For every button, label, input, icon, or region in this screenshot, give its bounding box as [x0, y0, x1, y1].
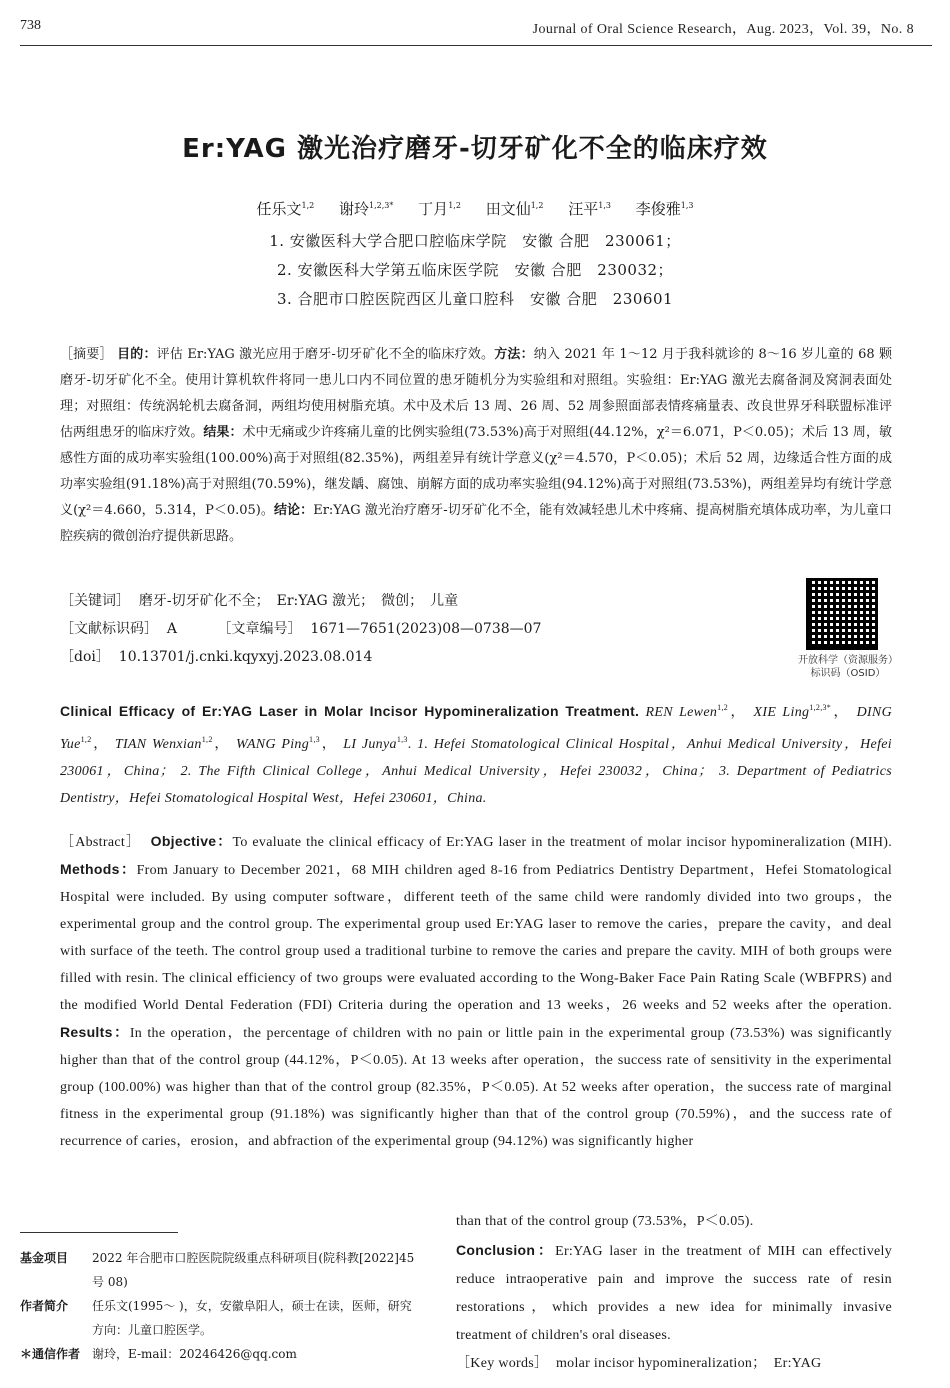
- keywords-en-label: ［Key words］: [456, 1356, 549, 1371]
- abstract-en-objective-label: Objective：: [150, 833, 233, 849]
- abstract-cn-objective: 评估 Er:YAG 激光应用于磨牙-切牙矿化不全的临床疗效。: [156, 347, 495, 362]
- keywords-cn-label: ［关键词］: [60, 593, 130, 609]
- doc-code-value: A: [166, 621, 178, 637]
- author-bio-text: 任乐文(1995～ )，女，安徽阜阳人，硕士在读，医师，研究方向：儿童口腔医学。: [92, 1299, 412, 1337]
- author: 汪平$^{1,3}$: [568, 200, 611, 218]
- abstract-cn-results: 术中无痛或少许疼痛儿童的比例实验组(73.53%)高于对照组(44.12%，χ²＝6.071，P＜0.05)；术后 13 周，敏感性方面的成功率实验组(100.00%)高于对照组(82.35%)，两组差异有统计学意义(χ²＝4.570，P＜0.05)；术后 52 周，边缘适合性方面的成功率实验组(91.18%)高于对照组(70.59%)，继发龋、腐蚀、崩解方面的成功率实验组(94.12%)高于对照组(73.53%)，两组差异均有统计学意义(χ²＝4.660，5.314，P＜0.05)。: [60, 425, 892, 518]
- page-number: 738: [20, 18, 41, 33]
- doi-line: [60, 646, 372, 666]
- doi-value[interactable]: 10.13701/j.cnki.kqyxyj.2023.08.014: [118, 649, 373, 665]
- footnote-author: [20, 1294, 420, 1342]
- footnote-fund: [20, 1246, 420, 1294]
- doi-label: ［doi］: [60, 649, 110, 665]
- english-header: Clinical Efficacy of Er:YAG Laser in Molar Incisor Hypomineralization Treatment. REN Lewen$^{1,2}$， XIE Ling$^{1,2,3*}$， DING Yue$^{1,2}$， TIAN Wenxian$^{1,2}$， WANG Ping$^{1,3}$， LI Junya$^{1,3}$. 1. Hefei Stomatological Clinical Hospital，Anhui Medical University，Hefei 230061，China； 2. The Fifth Clinical College，Anhui Medical University，Hefei 230032，China； 3. Department of Pediatrics Dentistry，Hefei Stomatological Hospital West，Hefei 230601，China.: [60, 703, 892, 806]
- english-author: TIAN Wenxian: [114, 737, 202, 752]
- author: 田文仙$^{1,2}$: [485, 200, 544, 218]
- qr-caption-line-2: 标识码（OSID）: [810, 668, 886, 679]
- english-author: REN Lewen: [645, 705, 718, 720]
- corresponding-email[interactable]: 谢玲，E-mail：20246426@qq.com: [92, 1347, 297, 1361]
- abstract-cn-tag: ［摘要］: [60, 347, 113, 362]
- fund-text: 2022 年合肥市口腔医院院级重点科研项目(院科教[2022]45 号 08): [92, 1251, 415, 1289]
- abstract-en-methods-label: Methods：: [60, 861, 137, 877]
- abstract-cn-results-label: 结果：: [203, 425, 243, 440]
- abstract-en-objective: To evaluate the clinical efficacy of Er:YAG laser in the treatment of molar incisor hypomineralization (MIH).: [232, 835, 892, 850]
- fund-label: 基金项目: [20, 1251, 69, 1265]
- author-list: [0, 198, 950, 219]
- author: 李俊雅$^{1,3}$: [635, 200, 694, 218]
- abstract-cn-conclusion: Er:YAG 激光治疗磨牙-切牙矿化不全，能有效减轻患儿术中疼痛、提高树脂充填体成功率，为儿童口腔疾病的微创治疗提供新思路。: [60, 503, 892, 544]
- english-affiliation: 3. Department of Pediatrics Dentistry，Hefei Stomatological Hospital West，Hefei 230601，China.: [60, 764, 892, 806]
- article-number-value: 1671—7651(2023)08—0738—07: [310, 621, 542, 637]
- abstract-cn-methods-label: 方法：: [494, 347, 534, 362]
- journal-header: Journal of Oral Science Research，Aug. 2023，Vol. 39，No. 8: [532, 22, 914, 37]
- abstract-en-results-tail: than that of the control group (73.53%，P＜0.05).: [456, 1214, 754, 1229]
- abstract-cn-methods: 纳入 2021 年 1～12 月于我科就诊的 8～16 岁儿童的 68 颗磨牙-切牙矿化不全。使用计算机软件将同一患儿口内不同位置的患牙随机分为实验组和对照组。实验组：Er:YAG 激光去腐备洞及窝洞表面处理；对照组：传统涡轮机去腐备洞，两组均使用树脂充填。术中及术后 13 周、26 周、52 周参照面部表情疼痛量表、改良世界牙科联盟标准评估两组患牙的临床疗效。: [60, 347, 892, 440]
- qr-caption: [786, 654, 910, 680]
- qr-code-icon[interactable]: [806, 578, 878, 650]
- abstract-en-conclusion: Er:YAG laser in the treatment of MIH can effectively reduce intraoperative pain and improve the success rate of resin restorations，which provides a new idea for minimally invasive treatment of children's oral diseases.: [456, 1244, 893, 1343]
- header-rule: [20, 45, 932, 46]
- english-author: XIE Ling: [753, 705, 810, 720]
- qr-caption-line-1: 开放科学（资源服务）: [798, 655, 898, 666]
- english-author: LI Junya: [343, 737, 397, 752]
- abstract-cn: [60, 342, 892, 550]
- affiliation-2: 2. 安徽医科大学第五临床医学院 安徽 合肥 230032；: [276, 261, 674, 279]
- abstract-cn-conclusion-label: 结论：: [273, 503, 314, 518]
- english-title: Clinical Efficacy of Er:YAG Laser in Molar Incisor Hypomineralization Treatment.: [60, 703, 640, 719]
- author: 丁月$^{1,2}$: [418, 200, 461, 218]
- article-number-label: ［文章编号］: [217, 621, 302, 637]
- abstract-en-results-label: Results：: [60, 1024, 130, 1040]
- affiliation-1: 1. 安徽医科大学合肥口腔临床学院 安徽 合肥 230061；: [269, 232, 681, 250]
- page-title: Er:YAG 激光治疗磨牙-切牙矿化不全的临床疗效: [182, 134, 768, 164]
- english-affiliation: 1. Hefei Stomatological Clinical Hospital，Anhui Medical University，Hefei 230061，China；: [60, 737, 892, 779]
- keywords-cn-value: 磨牙-切牙矿化不全； Er:YAG 激光； 微创； 儿童: [138, 593, 459, 609]
- affiliation-3: 3. 合肥市口腔医院西区儿童口腔科 安徽 合肥 230601: [276, 290, 674, 308]
- author-bio-label: 作者简介: [20, 1299, 69, 1313]
- abstract-en: [60, 828, 892, 1155]
- document-code: [60, 618, 541, 638]
- author: 谢玲$^{1,2,3*}$: [339, 200, 394, 218]
- corresponding-label: ＊通信作者: [20, 1347, 81, 1361]
- english-author: WANG Ping: [235, 737, 310, 752]
- abstract-en-methods: From January to December 2021，68 MIH children aged 8-16 from Pediatrics Dentistry Department，Hefei Stomatological Hospital were included. By using computer software，different teeth of the same child were randomly divided into two groups，the experimental group and the control group. The experimental group used Er:YAG laser to remove the caries，prepare the cavity，and deal with surface of the teeth. The control group used a traditional turbine to remove the caries and prepare the cavity. MIH of both groups were filled with resin. The clinical efficiency of two groups were evaluated according to the Wong-Baker Face Pain Rating Scale (WBFPRS) and the modified World Dental Federation (FDI) Criteria during the operation and 13 weeks，26 weeks and 52 weeks after the operation.: [60, 863, 893, 1013]
- abstract-en-conclusion-label: Conclusion：: [456, 1242, 556, 1258]
- abstract-cn-objective-label: 目的：: [117, 347, 157, 362]
- footnote-corresponding: [20, 1342, 420, 1366]
- keywords-cn: [60, 590, 458, 610]
- footnote-rule: [20, 1232, 178, 1233]
- abstract-en-results: In the operation，the percentage of children with no pain or little pain in the experimental group (73.53%) was significantly higher than that of the control group (44.12%，P＜0.05). At 13 weeks after operation，the success rate of sensitivity in the experimental group (100.00%) was higher than that of the control group (82.35%，P＜0.05). At 52 weeks after operation，the success rate of marginal fitness in the experimental group (91.18%) was significantly higher than that of the control group (70.59%)，and the success rate of recurrence of caries，erosion，and abfraction of the experimental group (94.12%) was significantly higher: [60, 1026, 892, 1149]
- abstract-en-tag: ［Abstract］: [60, 835, 142, 850]
- author: 任乐文$^{1,2}$: [256, 200, 315, 218]
- keywords-en-value: molar incisor hypomineralization； Er:YAG: [555, 1356, 822, 1371]
- doc-code-label: ［文献标识码］: [60, 621, 158, 637]
- abstract-en-continued: [456, 1208, 892, 1378]
- footnotes: [20, 1246, 420, 1366]
- english-affiliation: 2. The Fifth Clinical College，Anhui Medical University，Hefei 230032，China；: [180, 764, 713, 779]
- english-author: DING Yue: [60, 705, 892, 752]
